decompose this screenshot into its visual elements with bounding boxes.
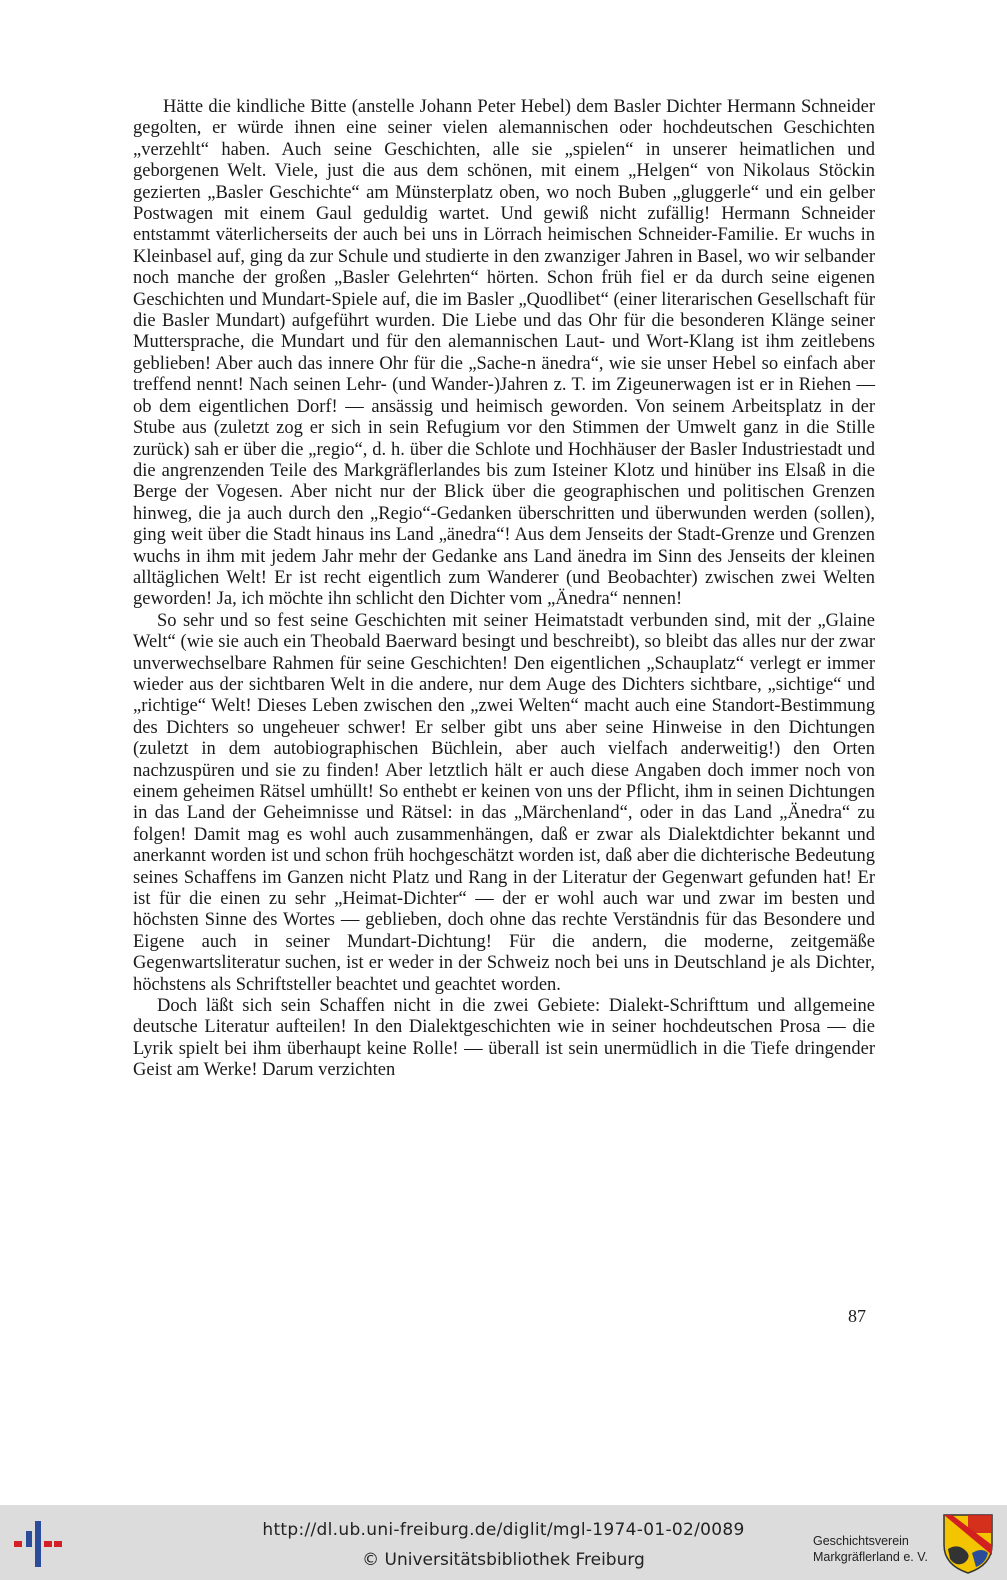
permalink-url[interactable]: http://dl.ub.uni-freiburg.de/diglit/mgl-1974-01-02/0089 xyxy=(262,1520,745,1540)
society-line-1: Geschichtsverein xyxy=(813,1534,909,1548)
society-line-2: Markgräflerland e. V. xyxy=(813,1550,928,1564)
copyright-text: © Universitätsbibliothek Freiburg xyxy=(362,1550,645,1570)
page-number: 87 xyxy=(848,1306,866,1326)
paragraph: Doch läßt sich sein Schaffen nicht in die zwei Gebiete: Dialekt-Schrifttum und allgemeine deutsche Literatur aufteilen! In den Dialektgeschichten wie in seiner hochdeutschen Prosa — die Lyrik spielt bei ihm überhaupt keine Rolle! — überall ist sein unermüdlich in die Tiefe dringender Geist am Werke! Darum verzichten xyxy=(133,996,875,1081)
society-name xyxy=(813,1533,938,1565)
paragraph: So sehr und so fest seine Geschichten mit seiner Heimatstadt verbunden sind, mit der „Glaine Welt“ (wie sie auch ein Theobald Baerward besingt und beschreibt), so bleibt das alles nur der zwar unverwechselbare Rahmen für seine Geschichten! Den eigentlichen „Schauplatz“ verlegt er immer wieder aus der sichtbaren Welt in die andere, nur dem Auge des Dichters sichtbare, „sichtige“ und „richtige“ Welt! Dieses Leben zwischen den „zwei Welten“ macht auch eine Standort-Bestimmung des Dichters so ungeheuer schwer! Er selber gibt uns aber seine Hinweise in den Dichtungen (zuletzt in dem autobiographischen Büchlein, aber auch vielfach anderweitig!) den Orten nachzuspüren und sie zu finden! Aber letztlich hält er auch diese Angaben doch immer noch von einem geheimen Rätsel umhüllt! So enthebt er keinen von uns der Pflicht, ihm in seinen Dichtungen in das Land der Geheimnisse und Rätsel: in das „Märchenland“, oder in das Land „Änedra“ zu folgen! Damit mag es wohl auch zusammenhängen, daß er zwar als Dialektdichter bekannt und anerkannt worden ist und schon früh hochgeschätzt worden ist, daß aber die dichterische Bedeutung seines Schaffens im Ganzen nicht Platz und Rang in der Literatur der Gegenwart gefunden hat! Er ist für die einen zu sehr „Heimat-Dichter“ — der er wohl auch war und zwar im besten und höchsten Sinne des Wortes — geblieben, doch ohne das rechte Verständnis für das Besondere und Eigene auch in seiner Mundart-Dichtung! Für die andern, die moderne, zeitgemäße Gegenwartsliteratur suchen, ist er weder in der Schweiz noch bei uns in Deutschland je als Dichter, höchstens als Schriftsteller beachtet und geachtet worden. xyxy=(133,610,875,995)
body-text xyxy=(133,97,875,1082)
footer-bar xyxy=(0,1505,1007,1580)
coat-of-arms-icon xyxy=(942,1513,994,1575)
paragraph: Hätte die kindliche Bitte (anstelle Johann Peter Hebel) dem Basler Dichter Hermann Schneider gegolten, er würde ihnen eine seiner vielen alemannischen oder hochdeutschen Geschichten „verzehlt“ haben. Auch seine Geschichten, alle sie „spielen“ in unserer heimatlichen und geborgenen Welt. Viele, just die aus dem schönen, mit einem „Helgen“ von Nikolaus Stöckin gezierten „Basler Geschichte“ am Münsterplatz oben, wo noch Buben „gluggerle“ und ein gelber Postwagen mit einem Gaul geduldig wartet. Und gewiß nicht zufällig! Hermann Schneider entstammt väterlicherseits der auch bei uns in Lörrach heimischen Schneider-Familie. Er wuchs in Kleinbasel auf, ging da zur Schule und studierte in den zwanziger Jahren in Basel, wo wir selbander noch manche der großen „Basler Gelehrten“ hörten. Schon früh fiel er da durch seine eigenen Geschichten und Mundart-Spiele auf, die im Basler „Quodlibet“ (einer literarischen Gesellschaft für die Basler Mundart) aufgeführt wurden. Die Liebe und das Ohr für die besonderen Klänge seiner Muttersprache, die Mundart und für den alemannischen Laut- und Wort-Klang ist ihm zeitlebens geblieben! Aber auch das innere Ohr für die „Sache-n änedra“, wie sie unser Hebel so einfach aber treffend nennt! Nach seinen Lehr- (und Wander-)Jahren z. T. im Zigeunerwagen ist er in Riehen — ob dem eigentlichen Dorf! — ansässig und heimisch geworden. Von seinem Arbeitsplatz in der Stube aus (zuletzt zog er sich in sein Refugium vor den Stimmen der Umwelt ganz in die Stille zurück) sah er über die „regio“, d. h. über die Schlote und Hochhäuser der Basler Industriestadt und die angrenzenden Teile des Markgräflerlandes bis zum Isteiner Klotz und hinüber ins Elsaß in die Berge der Vogesen. Aber nicht nur der Blick über die geographischen und politischen Grenzen hinweg, die ja auch durch den „Regio“-Gedanken überschritten und überwunden werden (sollen), ging weit über die Stadt hinaus ins Land „änedra“! Aus dem Jenseits der Stadt-Grenze und Grenzen wuchs in ihm mit jedem Jahr mehr der Gedanke ans Land änedra im Sinn des Jenseits der kleinen alltäglichen Welt! Er ist recht eigentlich zum Wanderer (und Beobachter) zwischen zwei Welten geworden! Ja, ich möchte ihn schlicht den Dichter vom „Änedra“ nennen! xyxy=(133,97,875,610)
